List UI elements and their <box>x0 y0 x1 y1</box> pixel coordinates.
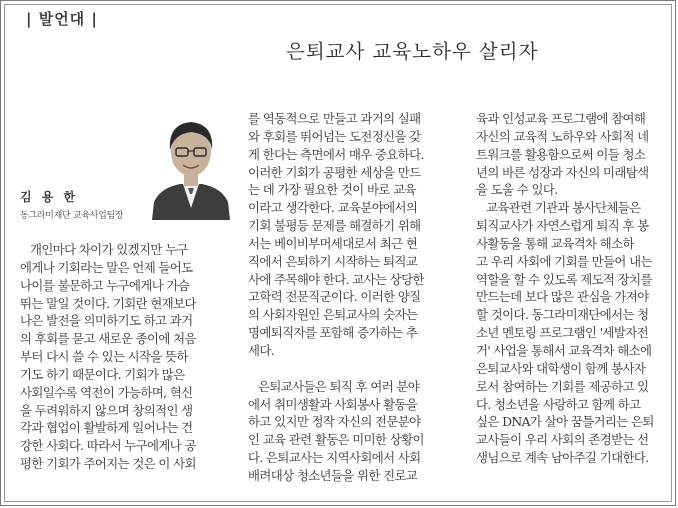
article-text-line: 다. 은퇴교사는 지역사회에서 사회 <box>248 450 421 466</box>
article-text-line: 이러한 기회가 공평한 세상을 만드 <box>248 164 421 180</box>
article-text-line: 싶은 DNA가 살아 꿈틀거리는 은퇴 <box>476 414 654 430</box>
article-text-line: 나은 발전을 의미하기도 하고 과거 <box>20 313 193 329</box>
article-text-line: 를 역동적으로 만들고 과거의 실패 <box>248 111 421 126</box>
article-text-line: 은퇴교사와 대학생이 함께 봉사자 <box>476 360 646 376</box>
article-text-line: 게 한다는 측면에서 매우 중요하다. <box>248 146 424 162</box>
article-text-line: 자신의 교육적 노하우와 사회적 네 <box>476 128 649 144</box>
article-text-line: 로서 참여하는 기회를 제공하고 있 <box>476 378 649 394</box>
article-text-line: 고 우리 사회에 기회를 만들어 내는 <box>476 253 652 269</box>
article-text-line: 다. 청소년을 사랑하고 함께 하고 <box>476 396 641 412</box>
section-label: | 발언대 | <box>26 10 98 28</box>
article-title: 은퇴교사 교육노하우 살리자 <box>286 40 539 63</box>
article-text-line: 하고 있지만 정작 자신의 전문분야 <box>248 414 421 430</box>
article-text-line: 사에 주목해야 한다. 교사는 상당한 <box>248 271 424 287</box>
article-text-line: 에서 취미생활과 사회봉사 활동을 <box>248 396 418 412</box>
article-text-line: 의 후회를 묻고 새로운 종이에 처음 <box>20 331 196 347</box>
article-text-line: 만드는데 보다 많은 관심을 가져야 <box>476 289 649 305</box>
article-text-line: 교사들이 우리 사회의 존경받는 선 <box>476 432 649 448</box>
article-text-line: 서는 베이비부머세대로서 최근 현 <box>248 235 418 251</box>
article-text-line: 기회 불평등 문제를 해결하기 위해 <box>248 218 421 234</box>
article-text-line: 소년 멘토링 프로그램인 '세발자전 <box>476 325 648 341</box>
article-text-line: 는 데 가장 필요한 것이 바로 교육 <box>248 182 416 198</box>
article-text-line: 육과 인성교육 프로그램에 참여해 <box>476 111 646 126</box>
article-column-1 <box>20 241 226 473</box>
author-name: 김 용 한 <box>20 190 79 204</box>
author-photo <box>150 110 232 220</box>
article-column-3 <box>476 110 662 467</box>
article-text-line: 생님으로 계속 남아주길 기대한다. <box>476 450 649 466</box>
article-text-line: 세다. <box>248 342 275 358</box>
article-text-line: 부터 다시 쓸 수 있는 시작을 뜻하 <box>20 349 188 365</box>
article-text-line: 강한 사회다. 따라서 누구에게나 공 <box>20 438 196 454</box>
author-byline <box>20 188 123 221</box>
article-text-line: 사활동을 통해 교육격차 해소하 <box>476 235 634 251</box>
article-text-line: 을 두려워하지 않으며 창의적인 생 <box>20 402 193 418</box>
article-text-line: 할 것이다. 동그라미재단에서는 청 <box>476 307 649 323</box>
article-text-line: 퇴직교사가 자연스럽게 퇴직 후 봉 <box>476 218 649 234</box>
article-column-2 <box>248 110 454 485</box>
article-text-line: 각과 협업이 활발하게 일어나는 건 <box>20 420 193 436</box>
article-text-line: 뛰는 말일 것이다. 기회란 현재보다 <box>20 295 196 311</box>
article-text-line: 이라고 생각한다. 교육분야에서의 <box>248 200 418 216</box>
article-text-line <box>248 360 454 378</box>
article-text-line: 와 후회를 뛰어넘는 도전정신을 갖 <box>248 128 421 144</box>
article-text-line: 직에서 은퇴하기 시작하는 퇴직교 <box>248 253 418 269</box>
article-text-line: 거' 사업을 통해서 교육격차 해소에 <box>476 342 652 358</box>
article-text-line: 역할을 할 수 있도록 제도적 장치를 <box>476 271 652 287</box>
article-text-line: 을 도울 수 있다. <box>476 182 558 198</box>
article-text-line: 사회일수록 역전이 가능하며, 혁신 <box>20 384 193 400</box>
article-text-line: 에게나 기회라는 말은 언제 들어도 <box>20 259 193 275</box>
article-text-line: 인 교육 관련 활동은 미미한 상황이 <box>248 432 424 448</box>
article-text-line: 배려대상 청소년들을 위한 진로교 <box>248 467 418 483</box>
article-text-line: 교육관련 기관과 봉사단체들은 <box>486 200 641 216</box>
article-text-line: 의 사회자원인 은퇴교사의 숫자는 <box>248 307 418 323</box>
article-text-line: 은퇴교사들은 퇴직 후 여러 분야 <box>258 378 420 394</box>
article-text-line: 고학력 전문직군이다. 이러한 양질 <box>248 289 421 305</box>
article-text-line: 명예퇴직자를 포함해 증가하는 추 <box>248 325 418 341</box>
article-text-line: 개인마다 차이가 있겠지만 누구 <box>30 242 188 257</box>
article-text-line: 나이를 불문하고 누구에게나 가슴 <box>20 277 190 293</box>
article-text-line: 년의 바른 성장과 자신의 미래탐색 <box>476 164 649 180</box>
article-text-line: 평한 기회가 주어지는 것은 이 사회 <box>20 456 196 472</box>
article-text-line: 기도 하기 때문이다. 기회가 많은 <box>20 366 185 382</box>
article-text-line: 트워크를 활용함으로써 이들 청소 <box>476 146 646 162</box>
author-position: 동그라미재단 교육사업팀장 <box>20 211 124 221</box>
